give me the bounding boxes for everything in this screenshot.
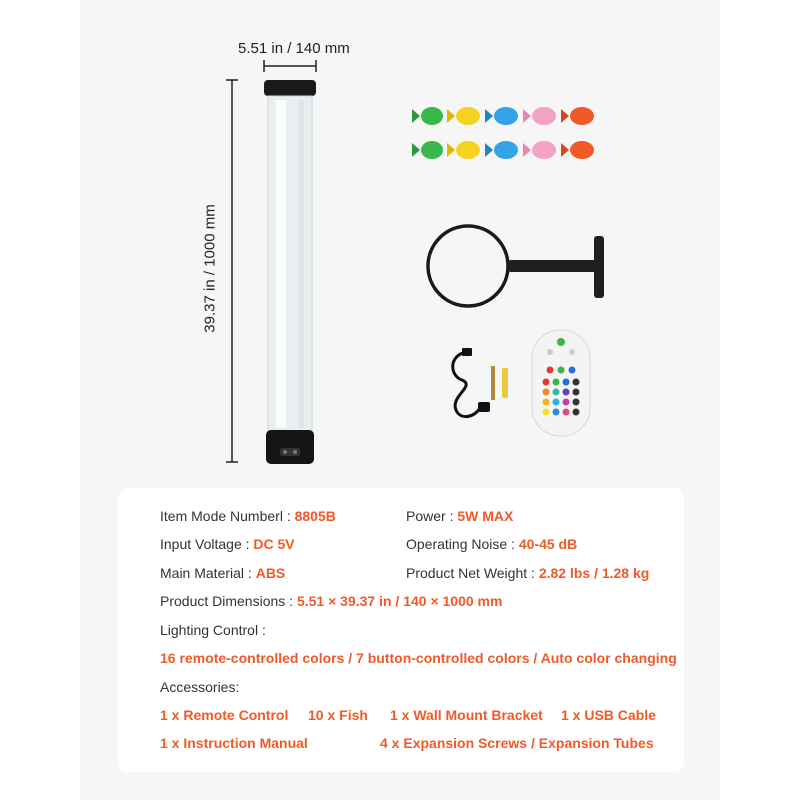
accessory-item: 1 x Remote Control bbox=[160, 707, 289, 723]
spec-dimensions-value: 5.51 × 39.37 in / 140 × 1000 mm bbox=[296, 593, 503, 609]
spec-power-value: 5W MAX bbox=[457, 508, 514, 524]
spec-lighting-value-text: 16 remote-controlled colors / 7 button-controlled colors / Auto color changing bbox=[160, 650, 677, 666]
spec-dimensions bbox=[160, 593, 502, 609]
spec-voltage bbox=[160, 536, 295, 552]
accessory-item: 1 x Instruction Manual bbox=[160, 735, 308, 751]
spec-voltage-label: Input Voltage : bbox=[160, 536, 254, 552]
spec-model-value: 8805B bbox=[294, 508, 336, 524]
spec-material bbox=[160, 565, 285, 581]
wall-mount-bracket-icon bbox=[424, 222, 614, 312]
spec-noise-value: 40-45 dB bbox=[518, 536, 578, 552]
remote-control-icon bbox=[526, 328, 596, 438]
spec-model-label: Item Mode Numberl : bbox=[160, 508, 295, 524]
spec-noise bbox=[406, 536, 577, 552]
accessory-item: 1 x USB Cable bbox=[561, 707, 656, 723]
spec-lighting-label: Lighting Control : bbox=[160, 622, 266, 638]
accessory-item: 4 x Expansion Screws / Expansion Tubes bbox=[380, 735, 654, 751]
spec-weight-value: 2.82 lbs / 1.28 kg bbox=[538, 565, 650, 581]
accessory-item: 10 x Fish bbox=[308, 707, 368, 723]
expansion-screw-icon bbox=[486, 364, 516, 404]
spec-material-label: Main Material : bbox=[160, 565, 256, 581]
spec-weight-label: Product Net Weight : bbox=[406, 565, 539, 581]
spec-power bbox=[406, 508, 513, 524]
spec-lighting-value bbox=[160, 650, 677, 666]
spec-power-label: Power : bbox=[406, 508, 458, 524]
spec-voltage-value: DC 5V bbox=[253, 536, 295, 552]
spec-material-value: ABS bbox=[255, 565, 286, 581]
height-dimension-label: 39.37 in / 1000 mm bbox=[201, 204, 219, 333]
spec-model bbox=[160, 508, 336, 524]
accessory-item: 1 x Wall Mount Bracket bbox=[390, 707, 543, 723]
spec-accessories-label: Accessories: bbox=[160, 679, 240, 695]
spec-noise-label: Operating Noise : bbox=[406, 536, 519, 552]
width-dimension-label: 5.51 in / 140 mm bbox=[238, 40, 350, 57]
fish-icon bbox=[410, 100, 620, 170]
spec-weight bbox=[406, 565, 649, 581]
spec-dimensions-label: Product Dimensions : bbox=[160, 593, 297, 609]
